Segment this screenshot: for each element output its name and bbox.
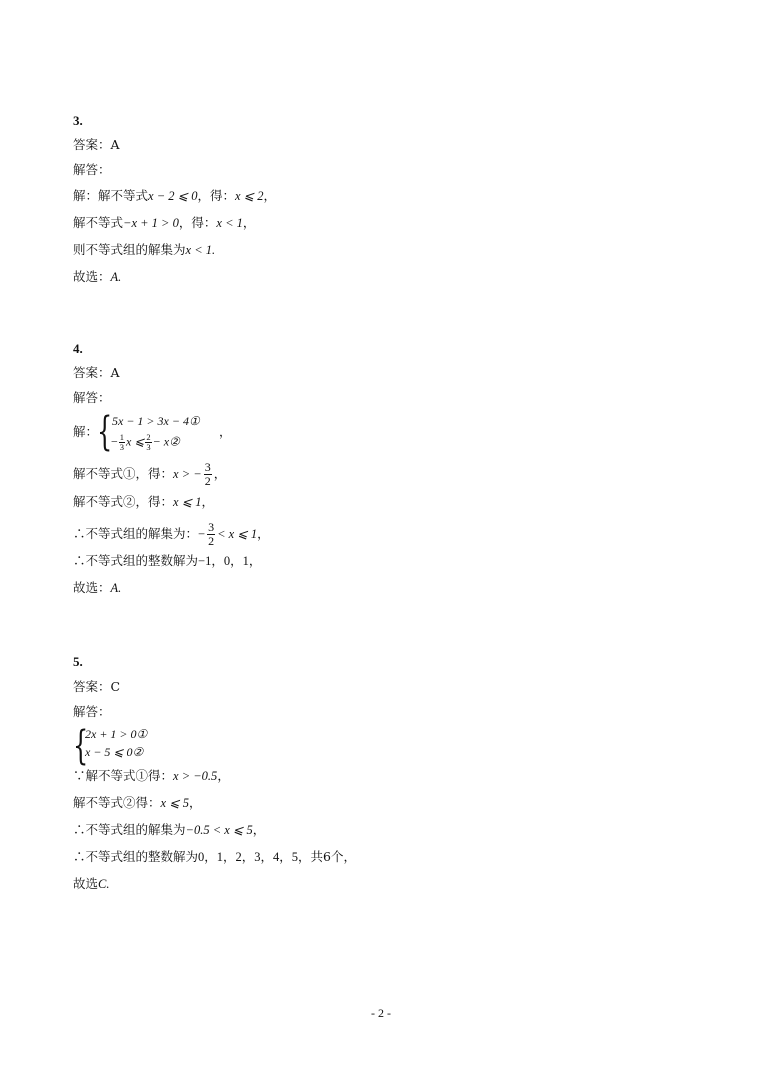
q4-l1-denominator: 2 xyxy=(204,474,211,488)
q4-l2-pre: 解不等式②，得： xyxy=(73,494,174,509)
q4-system-row-2 xyxy=(111,433,180,452)
q4-sys-frac2-numerator: 2 xyxy=(146,432,151,442)
q4-l2-result: x ⩽ 1 xyxy=(173,495,202,509)
q3-l2-pre: 解不等式 xyxy=(73,215,124,230)
q4-sys-row2-mid: x ⩽ xyxy=(126,434,145,449)
q4-answer: 答案：A xyxy=(73,365,120,380)
q5-l3-result: −0.5 < x ⩽ 5 xyxy=(185,823,253,837)
q3-l2-result: x < 1 xyxy=(216,216,243,230)
q3-line-4 xyxy=(73,269,121,285)
q4-sys-row2-frac-2 xyxy=(145,433,151,452)
q3-l3-result: x < 1. xyxy=(185,243,216,257)
q4-sys-frac1-numerator: 1 xyxy=(119,432,125,442)
question-3-number: 3. xyxy=(73,113,83,128)
q5-system-brace: { xyxy=(73,723,89,769)
q5-l1-pre: ∵解不等式①得： xyxy=(73,768,174,783)
q4-l1-fraction xyxy=(204,461,212,488)
q3-l1-end: ， xyxy=(263,188,277,203)
q4-l3-end: ， xyxy=(257,526,270,541)
q5-l3-pre: ∴不等式组的解集为 xyxy=(73,822,186,837)
q4-sys-frac2-denominator: 3 xyxy=(146,442,151,452)
q5-l5-result: C. xyxy=(98,877,110,891)
q3-l4-pre: 故选： xyxy=(73,269,111,284)
q4-sys-row2-minus: − xyxy=(111,434,118,449)
q4-l3-result: < x ⩽ 1 xyxy=(217,527,258,541)
q4-sys-frac1-denominator: 3 xyxy=(119,442,125,452)
q4-l5-result: A. xyxy=(110,581,122,595)
q5-line-3 xyxy=(73,822,265,838)
q3-l2-mid: ，得： xyxy=(178,215,217,230)
q4-line-3 xyxy=(73,521,270,548)
q3-l3-pre: 则不等式组的解集为 xyxy=(73,242,186,257)
q4-line-4 xyxy=(73,553,261,569)
q3-l2-expr: −x + 1 > 0 xyxy=(123,216,179,230)
q4-l3-fraction xyxy=(207,521,215,548)
q5-line-1 xyxy=(73,768,230,784)
q4-l1-numerator: 3 xyxy=(204,460,211,474)
q5-l5-pre: 故选 xyxy=(73,876,99,891)
q5-line-5 xyxy=(73,876,109,892)
q4-l4-result: −1，0，1， xyxy=(198,554,262,568)
q3-l1-expr: x − 2 ⩽ 0 xyxy=(148,189,198,203)
q4-line-2 xyxy=(73,494,214,510)
question-4-number: 4. xyxy=(73,341,83,356)
q4-sys-row2-end: − x② xyxy=(152,434,180,449)
q5-answer: 答案：C xyxy=(73,679,121,694)
q5-l2-pre: 解不等式②得： xyxy=(73,795,161,810)
q4-system-brace: { xyxy=(97,409,113,455)
q4-system-prefix: 解： xyxy=(73,424,99,439)
q4-sys-row2-frac-1 xyxy=(119,433,125,452)
q4-l3-numerator: 3 xyxy=(208,520,215,534)
q3-line-3 xyxy=(73,242,215,258)
q5-sys-row1-expr: 2x + 1 > 0① xyxy=(85,727,148,741)
q5-analysis-label: 解答： xyxy=(73,704,111,719)
q5-l1-result: x > −0.5 xyxy=(173,769,218,783)
q4-line-5 xyxy=(73,580,121,596)
q5-system-row-2 xyxy=(85,745,143,760)
q4-sys-row1-expr: 5x − 1 > 3x − 4① xyxy=(112,414,200,428)
q5-sys-row2-expr: x − 5 ⩽ 0② xyxy=(85,745,144,759)
q3-line-1 xyxy=(73,188,276,204)
q4-l5-pre: 故选： xyxy=(73,580,111,595)
q4-system-comma: ， xyxy=(219,424,232,439)
q4-l1-pre: 解不等式①，得： xyxy=(73,466,174,481)
question-5-number: 5. xyxy=(73,654,83,669)
q3-answer: 答案：A xyxy=(73,137,120,152)
q5-l2-result: x ⩽ 5 xyxy=(160,796,190,810)
q4-analysis-label: 解答： xyxy=(73,390,111,405)
q4-l2-end: ， xyxy=(201,494,215,509)
q3-l4-result: A. xyxy=(110,270,122,284)
q4-l3-denominator: 2 xyxy=(208,534,215,548)
q3-line-2 xyxy=(73,215,255,231)
q5-system-row-1 xyxy=(85,727,147,742)
q5-line-4 xyxy=(73,849,356,865)
q5-l4-result: 0，1，2，3，4，5 xyxy=(198,850,299,864)
q4-l4-pre: ∴不等式组的整数解为 xyxy=(73,553,199,568)
q3-l1-result: x ⩽ 2 xyxy=(235,189,264,203)
q5-l4-end: ，共6个， xyxy=(298,849,356,864)
q3-analysis-label: 解答： xyxy=(73,162,111,177)
q5-line-2 xyxy=(73,795,202,811)
q4-l3-minus: − xyxy=(198,527,206,541)
q4-l1-end: ， xyxy=(213,466,227,481)
q5-l1-end: ， xyxy=(217,768,230,783)
q4-line-1 xyxy=(73,461,226,488)
q5-l3-end: ， xyxy=(252,822,266,837)
q4-system-row-1 xyxy=(112,414,200,429)
q4-l3-pre: ∴不等式组的解集为： xyxy=(73,526,199,541)
q3-l2-end: ， xyxy=(242,215,256,230)
q4-l1-result: x > − xyxy=(173,467,202,481)
q5-l2-end: ， xyxy=(189,795,202,810)
q3-l1-mid: ，得： xyxy=(197,188,235,203)
page-number: - 2 - xyxy=(371,1006,391,1020)
q3-l1-pre: 解：解不等式 xyxy=(73,188,149,203)
q5-l4-pre: ∴不等式组的整数解为 xyxy=(73,849,199,864)
